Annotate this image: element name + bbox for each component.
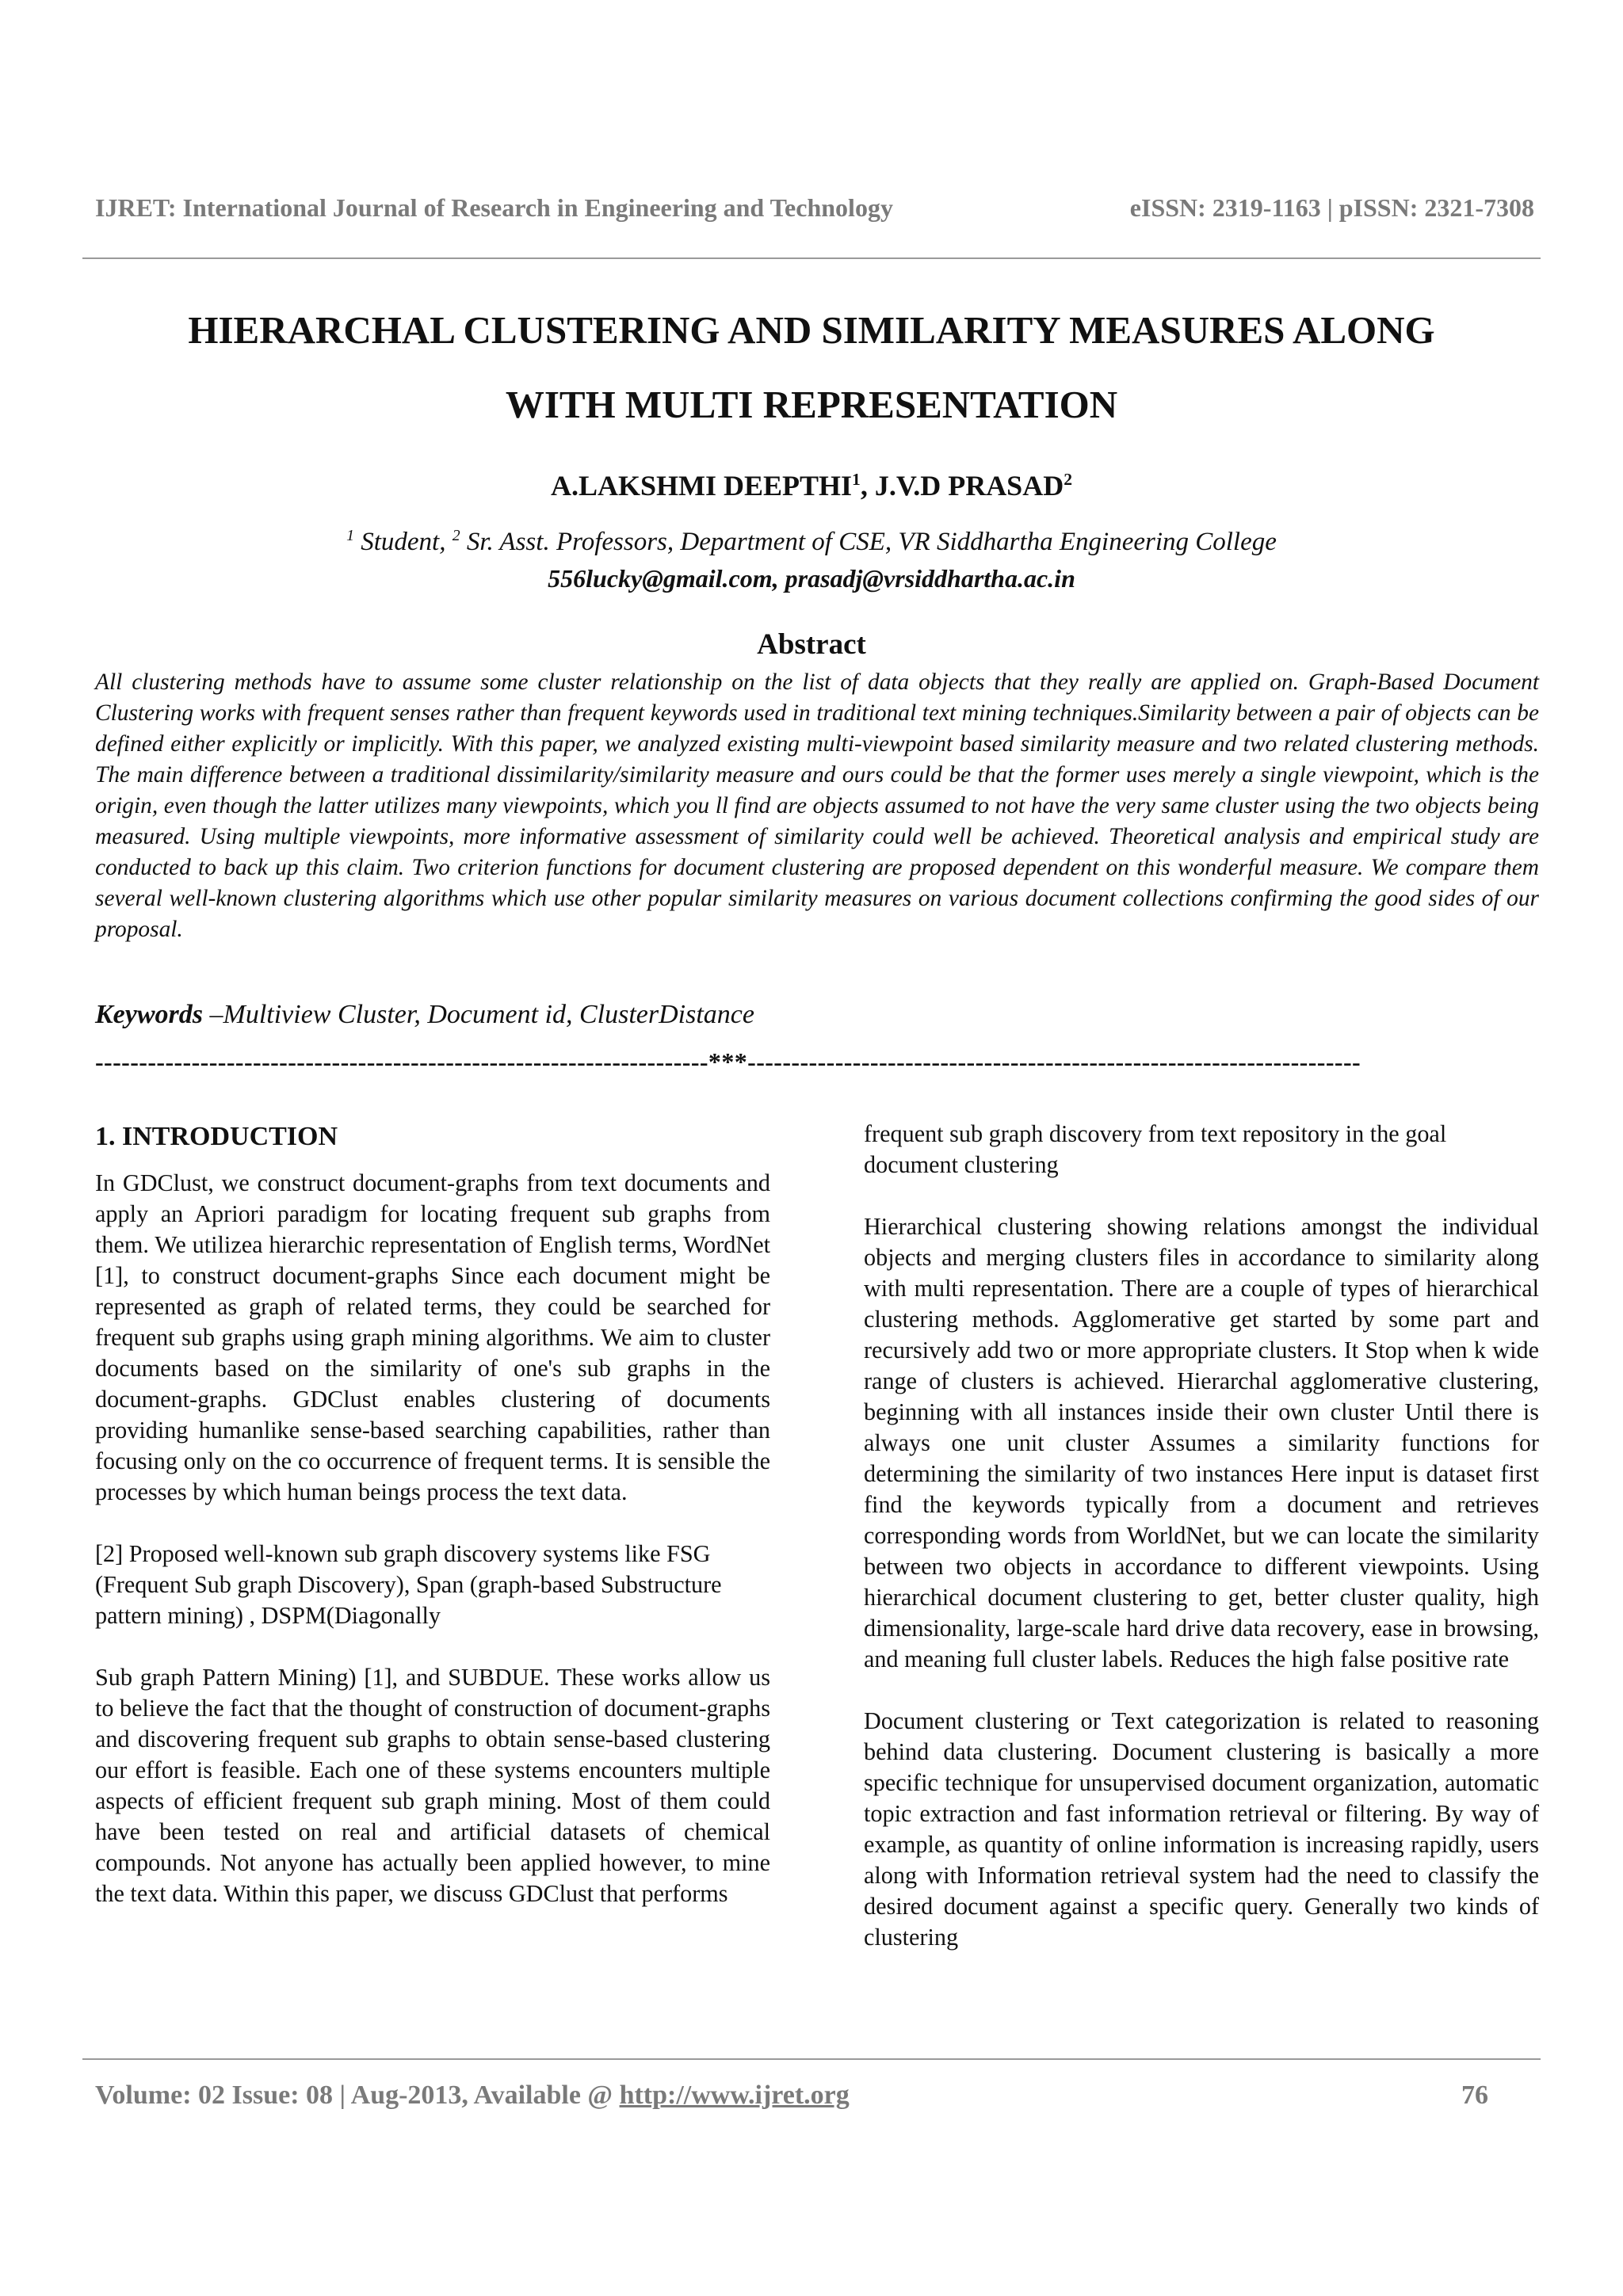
author-list: [0, 469, 1623, 502]
page-footer: [95, 2081, 1488, 2111]
author-emails: 556lucky@gmail.com, prasadj@vrsiddhartha.ac.in: [548, 564, 1075, 593]
affiliation: [0, 528, 1623, 557]
left-paragraph-3: Sub graph Pattern Mining) [1], and SUBDUE. These works allow us to believe the fact that the thought of construction of document-graphs and discovering frequent sub graphs to obtain sense-based clustering our effort is feasible. Each one of these systems encounters multiple aspects of efficient frequent sub graph mining. Most of them could have been tested on real and artificial datasets of chemical compounds. Not anyone has actually been applied however, to mine the text data. Within this paper, we discuss GDClust that performs: [95, 1664, 770, 1907]
title-line-1: HIERARCHAL CLUSTERING AND SIMILARITY MEASURES ALONG: [188, 308, 1435, 352]
footer-volume-info: [95, 2081, 850, 2111]
left-paragraph-2: [2] Proposed well-known sub graph discovery systems like FSG (Frequent Sub graph Discovery), Span (graph-based Substructure pattern mining) , DSPM(Diagonally: [95, 1540, 722, 1629]
affil-sup-2: 2: [452, 527, 460, 544]
running-header: [95, 193, 1534, 223]
header-rule: [82, 257, 1541, 259]
left-paragraph-1: In GDClust, we construct document-graphs from text documents and apply an Apriori paradigm for locating frequent sub graphs from them. We utilizea hierarchic representation of English terms, WordNet [1], to construct document-graphs Since each document might be represented as graph of related terms, they could be searched for frequent sub graphs using graph mining algorithms. We aim to cluster documents based on the similarity of one's sub graphs in the document-graphs. GDClust enables clustering of documents providing humanlike sense-based searching capabilities, rather than focusing only on the co occurrence of frequent terms. It is sensible the processes by which human beings process the text data.: [95, 1169, 770, 1505]
footer-volume-text: Volume: 02 Issue: 08 | Aug-2013, Available @: [95, 2081, 620, 2110]
issn: eISSN: 2319-1163 | pISSN: 2321-7308: [1129, 193, 1534, 222]
affil-sup-1: 1: [346, 527, 354, 544]
section-separator: ----------------------------------------------------------------------***----------------------------------------------------------------------: [95, 1047, 1361, 1076]
title-line-2: WITH MULTI REPRESENTATION: [505, 383, 1118, 426]
author-2-sup: 2: [1064, 470, 1072, 489]
left-column: [95, 1119, 770, 1909]
keywords-text: –Multiview Cluster, Document id, ClusterDistance: [203, 1000, 754, 1029]
keywords: [95, 1000, 754, 1030]
author-separator: ,: [860, 470, 875, 502]
paper-title: [95, 293, 1528, 442]
abstract-body: All clustering methods have to assume some cluster relationship on the list of data objects that they really are applied on. Graph-Based Document Clustering works with frequent senses rather than frequent keywords used in traditional text mining techniques.Similarity between a pair of objects can be defined either explicitly or implicitly. With this paper, we analyzed existing multi-viewpoint based similarity measure and two related clustering methods. The main difference between a traditional dissimilarity/similarity measure and ours could be that the former uses merely a single viewpoint, which is the origin, even though the latter utilizes many viewpoints, which you ll find are objects assumed to not have the very same cluster using the two objects being measured. Using multiple viewpoints, more informative assessment of similarity could well be achieved. Theoretical analysis and empirical study are conducted to back up this claim. Two criterion functions for document clustering are proposed dependent on this wonderful measure. We compare them several well-known clustering algorithms which use other popular similarity measures on various document collections confirming the good sides of our proposal.: [95, 669, 1539, 942]
footer-rule: [82, 2058, 1541, 2060]
section-heading-introduction: 1. INTRODUCTION: [95, 1122, 338, 1151]
affil-part-2: Sr. Asst. Professors, Department of CSE, VR Siddhartha Engineering College: [460, 528, 1277, 556]
page-number: 76: [1461, 2081, 1488, 2110]
right-paragraph-1: frequent sub graph discovery from text repository in the goal document clustering: [864, 1120, 1447, 1178]
journal-link[interactable]: http://www.ijret.org: [619, 2081, 850, 2110]
keywords-label: Keywords: [95, 1000, 203, 1029]
journal-name: IJRET: International Journal of Research in Engineering and Technology: [95, 193, 893, 222]
abstract-heading: Abstract: [757, 628, 866, 661]
right-paragraph-2: Hierarchical clustering showing relations amongst the individual objects and merging clusters files in accordance to similarity along with multi representation. There are a couple of types of hierarchical clustering methods. Agglomerative get started by some part and recursively add two or more appropriate clusters. It Stop when k wide range of clusters is achieved. Hierarchal agglomerative clustering, beginning with all instances inside their own cluster Until there is always one unit cluster Assumes a similarity functions for determining the similarity of two instances Here input is dataset first find the keywords typically from a document and retrieves corresponding words from WorldNet, but we can locate the similarity between two objects in accordance to different viewpoints. Using hierarchical document clustering to get, better cluster quality, high dimensionality, large-scale hard drive data recovery, ease in browsing, and meaning full cluster labels. Reduces the high false positive rate: [864, 1213, 1539, 1672]
author-1-sup: 1: [852, 470, 861, 489]
affil-part-1: Student,: [353, 528, 453, 556]
author-2: J.V.D PRASAD: [874, 470, 1064, 502]
right-paragraph-3: Document clustering or Text categorization is related to reasoning behind data clustering. Document clustering is basically a more specific technique for unsupervised document organization, automatic topic extraction and fast information retrieval or filtering. By way of example, as quantity of online information is increasing rapidly, users along with Information retrieval system had the need to classify the desired document against a specific query. Generally two kinds of clustering: [864, 1707, 1539, 1951]
right-column: [864, 1119, 1539, 1953]
author-1: A.LAKSHMI DEEPTHI: [550, 470, 853, 502]
